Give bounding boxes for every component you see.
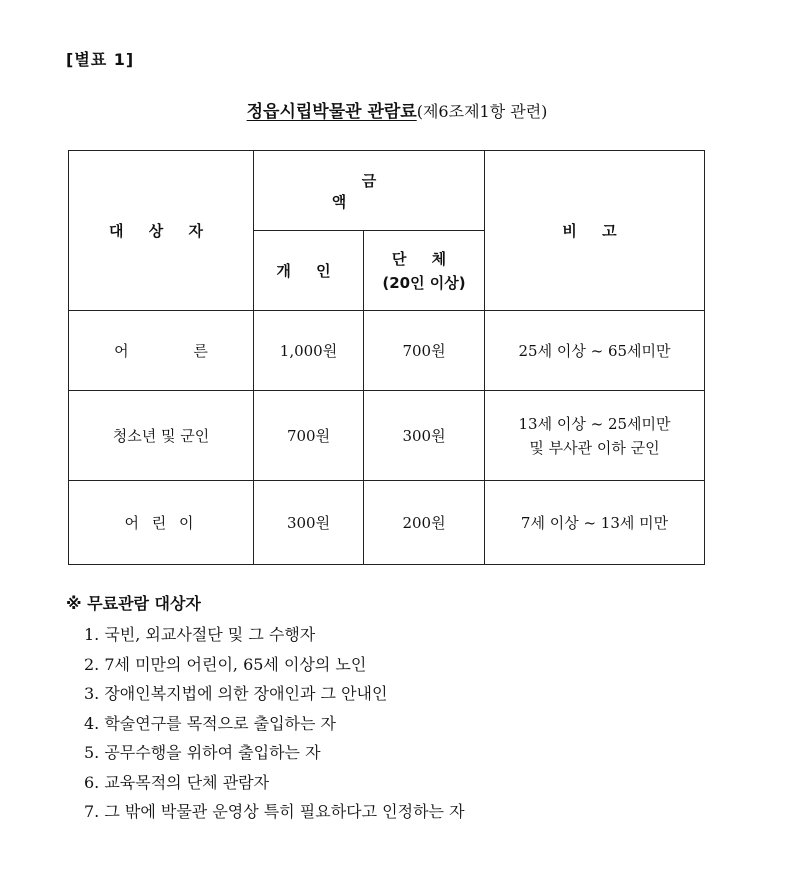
cell-individual: 1,000원 bbox=[254, 311, 364, 391]
header-target: 대 상 자 bbox=[69, 151, 254, 311]
cell-remarks bbox=[485, 481, 705, 565]
list-item: 7. 그 밖에 박물관 운영상 특히 필요하다고 인정하는 자 bbox=[84, 802, 465, 821]
header-group bbox=[364, 231, 485, 311]
admission-fee-table bbox=[68, 150, 705, 565]
cell-remarks bbox=[485, 391, 705, 481]
list-item: 4. 학술연구를 목적으로 출입하는 자 bbox=[84, 713, 336, 733]
list-item: 2. 7세 미만의 어린이, 65세 이상의 노인 bbox=[84, 654, 367, 674]
list-item: 6. 교육목적의 단체 관람자 bbox=[84, 772, 270, 792]
cell-group: 700원 bbox=[364, 311, 485, 391]
header-individual: 개 인 bbox=[254, 231, 364, 311]
cell-individual: 300원 bbox=[254, 481, 364, 565]
header-amount-label: 금 액 bbox=[331, 171, 437, 211]
header-row-1 bbox=[69, 151, 705, 231]
header-remarks: 비 고 bbox=[485, 151, 705, 311]
cell-target-text: 어 른 bbox=[114, 341, 238, 360]
table-row bbox=[69, 311, 705, 391]
cell-group: 200원 bbox=[364, 481, 485, 565]
free-admission-list bbox=[84, 620, 465, 827]
cell-individual: 700원 bbox=[254, 391, 364, 481]
cell-remarks-line1: 7세 이상 ~ 13세 미만 bbox=[520, 513, 669, 532]
list-item: 3. 장애인복지법에 의한 장애인과 그 안내인 bbox=[84, 684, 388, 703]
document-title-main: 정읍시립박물관 관람료 bbox=[246, 102, 417, 122]
list-item: 1. 국빈, 외교사절단 및 그 수행자 bbox=[84, 625, 316, 644]
list-item: 5. 공무수행을 위하여 출입하는 자 bbox=[84, 743, 321, 762]
cell-remarks-line1: 13세 이상 ~ 25세미만 bbox=[518, 414, 671, 433]
cell-target: 청소년 및 군인 bbox=[69, 391, 254, 481]
cell-remarks-line1: 25세 이상 ~ 65세미만 bbox=[518, 341, 671, 360]
free-admission-title: ※ 무료관람 대상자 bbox=[66, 594, 201, 613]
cell-target-text: 어 린 이 bbox=[124, 513, 198, 532]
cell-target bbox=[69, 481, 254, 565]
header-amount bbox=[254, 151, 485, 231]
header-group-line1: 단 체 bbox=[391, 249, 457, 268]
table-row bbox=[69, 481, 705, 565]
cell-group: 300원 bbox=[364, 391, 485, 481]
table-row bbox=[69, 391, 705, 481]
cell-remarks-line2: 및 부사관 이하 군인 bbox=[529, 438, 660, 457]
cell-remarks bbox=[485, 311, 705, 391]
header-group-line2: (20인 이상) bbox=[382, 273, 466, 292]
document-title-sub: (제6조제1항 관련) bbox=[416, 102, 548, 121]
appendix-label: [별표 1] bbox=[66, 50, 135, 69]
cell-target bbox=[69, 311, 254, 391]
document-title bbox=[0, 97, 794, 122]
